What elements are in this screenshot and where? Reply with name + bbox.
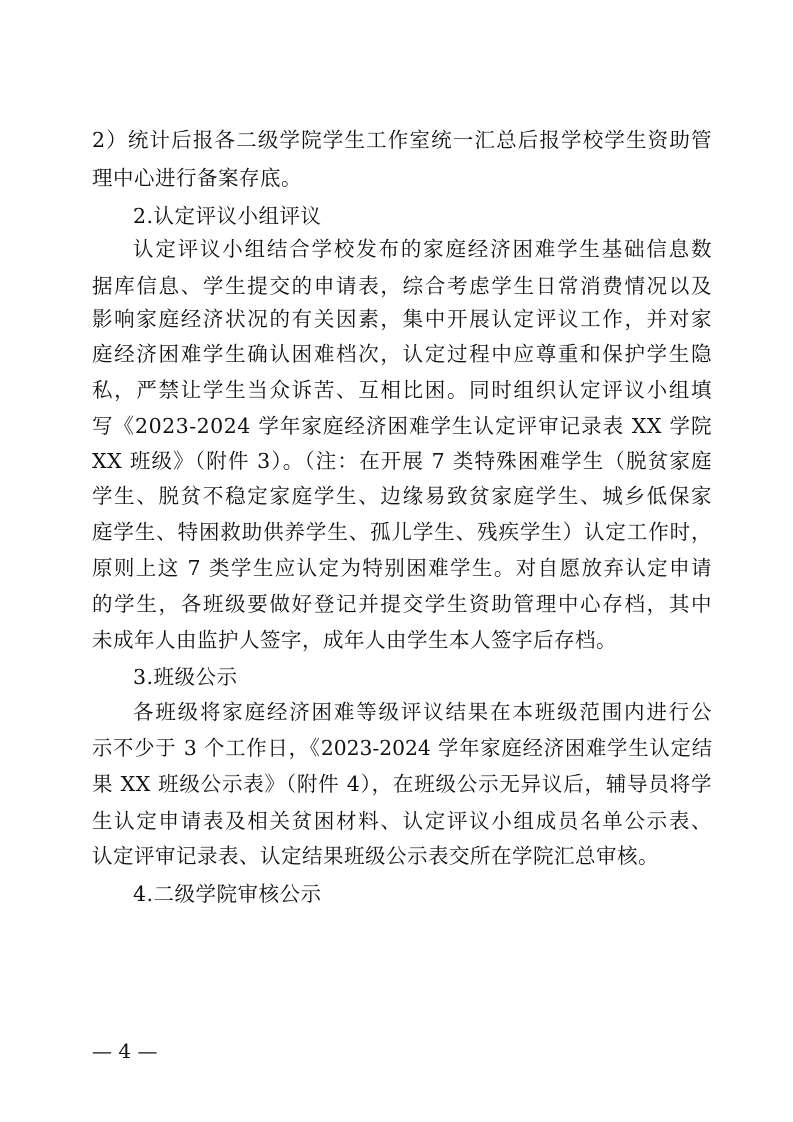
- text-line: 写《2023-2024 学年家庭经济困难学生认定评审记录表 XX 学院: [92, 414, 712, 438]
- text-line: 据库信息、学生提交的申请表，综合考虑学生日常消费情况以及: [92, 274, 712, 298]
- section-heading: 4.二级学院审核公示: [133, 882, 322, 906]
- text-line: 认定评议小组结合学校发布的家庭经济困难学生基础信息数: [133, 237, 712, 261]
- text-line: 原则上这 7 类学生应认定为特别困难学生。对自愿放弃认定申请: [92, 556, 712, 580]
- text-line: XX 班级》（附件 3）。（注：在开展 7 类特殊困难学生（脱贫家庭: [92, 449, 712, 473]
- text-line: 理中心进行备案存底。: [92, 166, 302, 190]
- text-line: 示不少于 3 个工作日，《2023-2024 学年家庭经济困难学生认定结: [92, 736, 712, 760]
- text-line: 庭学生、特困救助供养学生、孤儿学生、残疾学生）认定工作时，: [92, 520, 712, 544]
- text-line: 未成年人由监护人签字，成年人由学生本人签字后存档。: [92, 628, 617, 652]
- text-line: 学生、脱贫不稳定家庭学生、边缘易致贫家庭学生、城乡低保家: [92, 484, 712, 508]
- text-line: 各班级将家庭经济困难等级评议结果在本班级范围内进行公: [133, 700, 712, 724]
- text-line: 生认定申请表及相关贫困材料、认定评议小组成员名单公示表、: [92, 809, 712, 833]
- text-line: 私，严禁让学生当众诉苦、互相比困。同时组织认定评议小组填: [92, 378, 712, 402]
- section-heading: 3.班级公示: [133, 665, 238, 689]
- text-line: 2）统计后报各二级学院学生工作室统一汇总后报学校学生资助管: [92, 128, 712, 152]
- text-line: 认定评审记录表、认定结果班级公示表交所在学院汇总审核。: [92, 844, 659, 868]
- text-line: 影响家庭经济状况的有关因素，集中开展认定评议工作，并对家: [92, 307, 712, 331]
- text-line: 果 XX 班级公示表》（附件 4），在班级公示无异议后，辅导员将学: [92, 772, 712, 796]
- page-number: — 4 —: [92, 1039, 158, 1063]
- section-heading: 2.认定评议小组评议: [133, 204, 322, 228]
- text-line: 庭经济困难学生确认困难档次，认定过程中应尊重和保护学生隐: [92, 342, 712, 366]
- text-line: 的学生，各班级要做好登记并提交学生资助管理中心存档，其中: [92, 592, 712, 616]
